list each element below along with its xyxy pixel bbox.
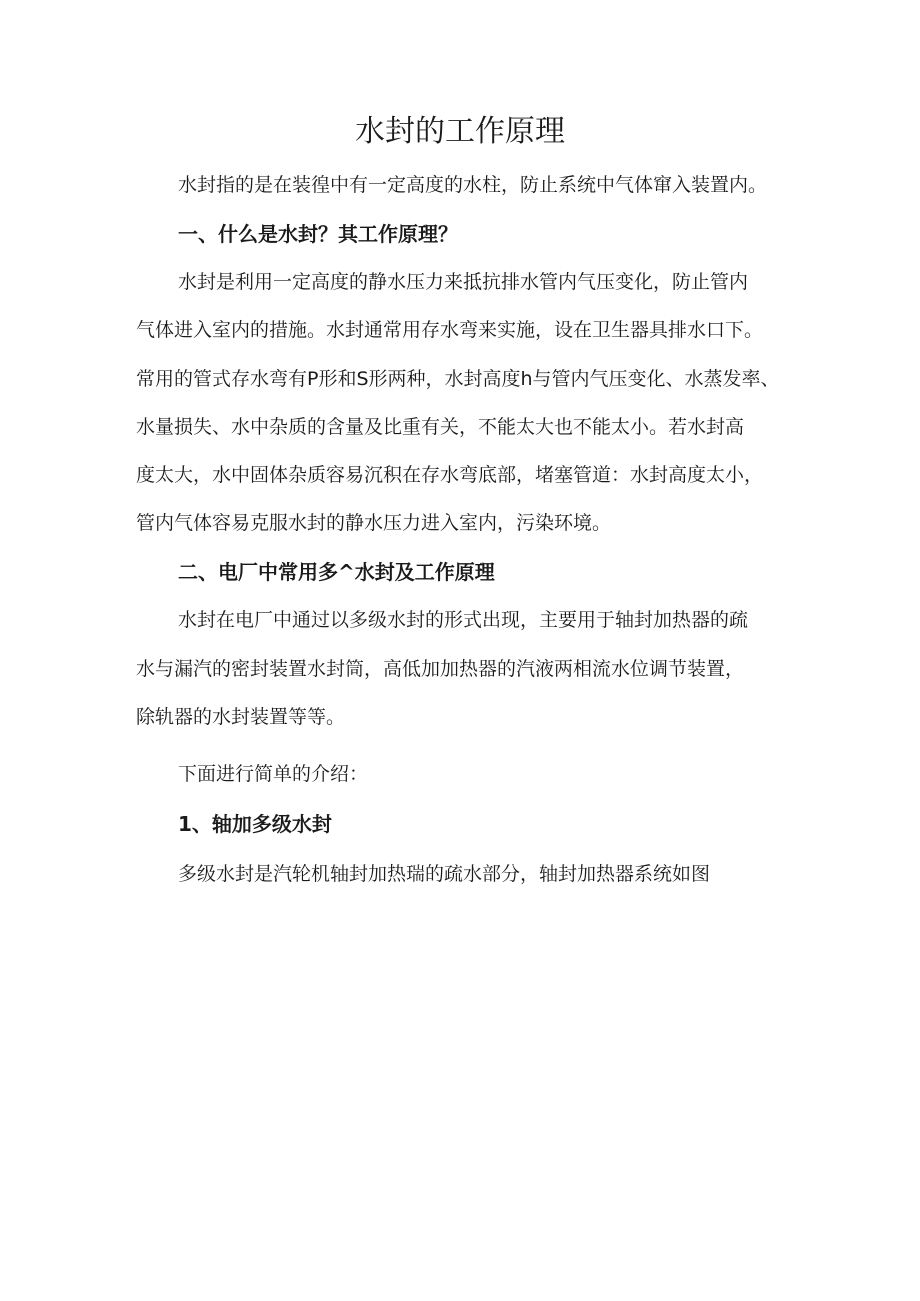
section2-line-2: 水与漏汽的密封装置水封筒，高低加加热器的汽液两相流水位调节装置，	[136, 658, 745, 680]
section1-line-3: 常用的管式存水弯有P形和S形两种，水封高度h与管内气压变化、水蒸发率、	[136, 368, 780, 390]
section1-line-6: 管内气体容易克服水封的静水压力进入室内，污染环境。	[136, 512, 612, 534]
intro-paragraph: 水封指的是在装徨中有一定高度的水柱，防止系统中气体窜入装置内。	[178, 174, 768, 196]
section2-heading: 二、电厂中常用多^水封及工作原理	[178, 560, 495, 584]
section2-intro-line: 下面进行简单的介绍：	[178, 763, 369, 785]
subsection-heading: 1、轴加多级水封	[178, 812, 332, 836]
section1-line-1: 水封是利用一定高度的静水压力来抵抗排水管内气压变化，防止管内	[178, 271, 749, 293]
section1-line-4: 水量损失、水中杂质的含量及比重有关，不能太大也不能太小。若水封高	[136, 416, 745, 438]
document-title: 水封的工作原理	[355, 114, 565, 149]
section2-line-3: 除轨器的水封装置等等。	[136, 706, 346, 728]
section2-line-1: 水封在电厂中通过以多级水封的形式出现，主要用于轴封加热器的疏	[178, 609, 749, 631]
section1-heading: 一、什么是水封？其工作原理？	[178, 222, 458, 246]
section1-line-5: 度太大，水中固体杂质容易沉积在存水弯底部，堵塞管道：水封高度太小，	[136, 464, 764, 486]
subsection-line: 多级水封是汽轮机轴封加热瑞的疏水部分，轴封加热器系统如图	[178, 863, 711, 885]
section1-line-2: 气体进入室内的措施。水封通常用存水弯来实施，设在卫生器具排水口下。	[136, 319, 764, 341]
